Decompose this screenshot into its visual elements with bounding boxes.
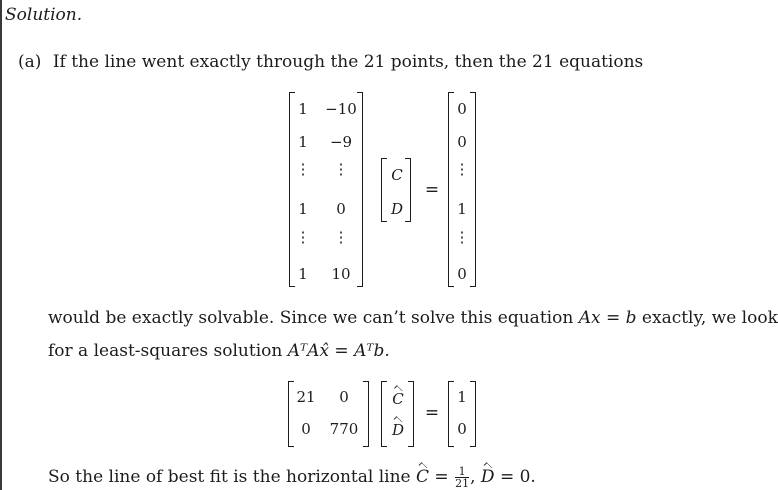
matrix-a-cell: 1 xyxy=(298,133,308,151)
part-a-intro xyxy=(18,52,643,72)
d-hat: D xyxy=(480,467,495,487)
matrix-a-cell: 1 xyxy=(298,200,308,218)
matrix-ata-left-bracket xyxy=(288,381,294,447)
rhs2-cell: 0 xyxy=(457,420,467,438)
matrix-ata-cell: 21 xyxy=(296,388,316,406)
math-equals: = xyxy=(600,308,626,328)
rhs-cell: 0 xyxy=(457,100,467,118)
conclusion-line xyxy=(48,466,536,489)
rhs-vdots: ⋮ xyxy=(454,228,470,246)
unknown-vector-left-bracket xyxy=(381,158,387,222)
matrix-a-vdots: ⋮ xyxy=(295,228,311,246)
normal-equation: AᵀAx̂ = Aᵀb. xyxy=(287,341,390,361)
left-margin-rule xyxy=(0,0,2,490)
unknown-hat-left-bracket xyxy=(381,381,387,447)
matrix-a-vdots: ⋮ xyxy=(333,160,349,178)
equals-sign-1: = xyxy=(424,180,440,200)
unknown-d-hat: D xyxy=(391,421,405,439)
matrix-a-left-bracket xyxy=(289,92,295,287)
matrix-a-right-bracket xyxy=(357,92,363,287)
explanation-line-1 xyxy=(48,308,778,328)
explanation-text: exactly, we look xyxy=(636,308,778,328)
rhs2-cell: 1 xyxy=(457,388,467,406)
unknown-d: D xyxy=(390,200,404,218)
unknown-c: C xyxy=(391,166,403,184)
conclusion-text: So the line of best fit is the horizontal line xyxy=(48,467,417,487)
matrix-ata-cell: 0 xyxy=(339,388,349,406)
matrix-ata-cell: 770 xyxy=(329,420,359,438)
rhs2-left-bracket xyxy=(448,381,454,447)
unknown-c-hat: C xyxy=(392,390,404,408)
part-a-intro-text: If the line went exactly through the 21 points, then the 21 equations xyxy=(52,52,644,72)
rhs-vector-left-bracket xyxy=(448,92,454,287)
explanation-line-2 xyxy=(48,341,390,361)
matrix-a-vdots: ⋮ xyxy=(333,228,349,246)
matrix-a-cell: −10 xyxy=(325,100,357,118)
unknown-vector-right-bracket xyxy=(405,158,411,222)
math-b: b xyxy=(625,308,637,328)
conclusion-eq: = xyxy=(429,467,455,487)
unknown-hat-right-bracket xyxy=(408,381,414,447)
rhs-cell: 0 xyxy=(457,133,467,151)
matrix-ata-cell: 0 xyxy=(301,420,311,438)
solution-heading: Solution. xyxy=(5,5,83,25)
c-hat: C xyxy=(416,467,430,487)
fraction-one-21: $\frac{1}{21}$ xyxy=(455,465,470,490)
matrix-a-cell: 10 xyxy=(331,265,351,283)
equals-sign-2: = xyxy=(424,403,440,423)
rhs-cell: 1 xyxy=(457,200,467,218)
explanation-text: for a least-squares solution xyxy=(48,341,288,361)
rhs-cell: 0 xyxy=(457,265,467,283)
math-ax: Ax xyxy=(578,308,601,328)
explanation-text: would be exactly solvable. Since we can’t solve this equation xyxy=(48,308,579,328)
matrix-a-cell: 0 xyxy=(336,200,346,218)
matrix-ata-right-bracket xyxy=(363,381,369,447)
matrix-a-cell: −9 xyxy=(329,133,353,151)
part-a-label: (a) xyxy=(18,52,42,72)
rhs2-right-bracket xyxy=(470,381,476,447)
rhs-vdots: ⋮ xyxy=(454,160,470,178)
matrix-a-vdots: ⋮ xyxy=(295,160,311,178)
rhs-vector-right-bracket xyxy=(470,92,476,287)
matrix-a-cell: 1 xyxy=(298,265,308,283)
conclusion-eq: = 0. xyxy=(494,467,536,487)
matrix-a-cell: 1 xyxy=(298,100,308,118)
conclusion-sep: , xyxy=(470,467,481,487)
